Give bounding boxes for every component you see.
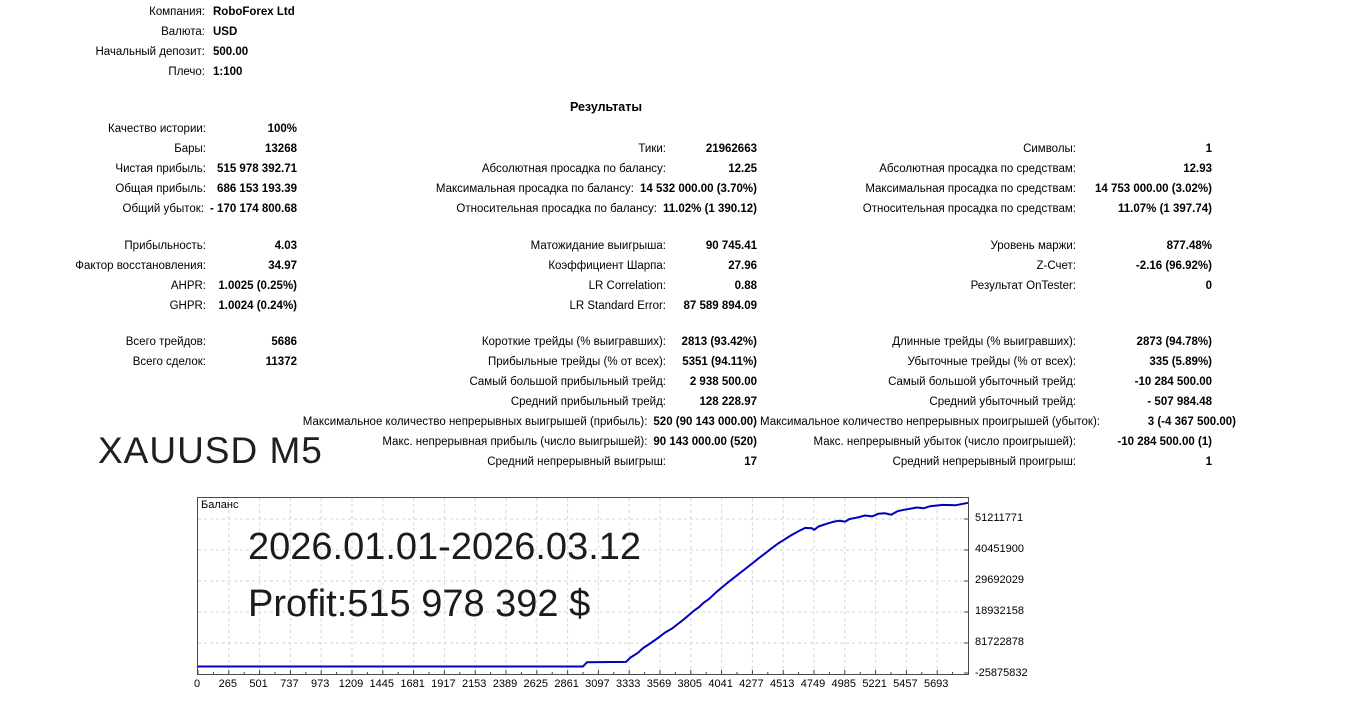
x-axis-label: 5221 — [862, 678, 887, 690]
stat-value: 17 — [744, 456, 757, 468]
stat-group — [300, 452, 757, 472]
stat-group — [300, 296, 757, 316]
stat-group — [0, 139, 297, 159]
x-axis-label: 2153 — [461, 678, 487, 690]
stat-label: AHPR: — [170, 280, 206, 292]
stat-value: 34.97 — [268, 260, 297, 272]
x-axis-label: 3569 — [646, 678, 672, 690]
stat-label: Средний прибыльный трейд: — [510, 396, 666, 408]
x-axis-label: 3097 — [585, 678, 610, 690]
stat-group — [300, 139, 757, 159]
stat-value: 1.0024 (0.24%) — [218, 300, 297, 312]
stat-label: Качество истории: — [108, 123, 206, 135]
stat-group — [760, 236, 1212, 256]
stat-group — [0, 199, 297, 219]
stat-value: 0.88 — [734, 280, 757, 292]
stat-value: 90 143 000.00 (520) — [653, 436, 757, 448]
stat-group — [760, 199, 1212, 219]
stat-group — [760, 256, 1212, 276]
stat-label: Средний непрерывный проигрыш: — [892, 456, 1076, 468]
stat-group — [760, 139, 1212, 159]
stat-value: 128 228.97 — [699, 396, 757, 408]
stat-group — [0, 276, 297, 296]
x-axis-label: 5693 — [923, 678, 949, 690]
x-axis-label: 1681 — [400, 678, 425, 690]
account-label: Компания: — [149, 6, 205, 18]
stat-group — [760, 159, 1212, 179]
stat-value: 520 (90 143 000.00) — [653, 416, 757, 428]
results-block-ratios — [0, 236, 1212, 316]
stat-label: Макс. непрерывная прибыль (число выигрышей): — [382, 436, 648, 448]
stat-value: 686 153 193.39 — [217, 183, 297, 195]
balance-chart-plot — [197, 497, 969, 675]
stat-group — [760, 332, 1212, 352]
stat-label: Абсолютная просадка по средствам: — [879, 163, 1076, 175]
stat-label: Максимальное количество непрерывных проигрышей (убыток): — [760, 416, 1100, 428]
account-value: 500.00 — [213, 46, 249, 58]
stat-value: 515 978 392.71 — [217, 163, 297, 175]
chart-legend-balance: Баланс — [201, 499, 239, 511]
stat-row — [0, 159, 1212, 179]
stat-label: Всего трейдов: — [125, 336, 206, 348]
stat-label: Максимальное количество непрерывных выигрышей (прибыль): — [302, 416, 648, 428]
stat-value: 4.03 — [274, 240, 297, 252]
stat-label: Z-Счет: — [1036, 260, 1076, 272]
stat-value: 877.48% — [1166, 240, 1212, 252]
x-axis-label: 3805 — [677, 678, 703, 690]
stat-value: 5686 — [271, 336, 297, 348]
x-axis-label: 1445 — [369, 678, 395, 690]
stat-value: -10 284 500.00 — [1134, 376, 1212, 388]
x-axis-label: 2389 — [492, 678, 518, 690]
stat-row — [0, 332, 1212, 352]
x-axis-label: 1917 — [431, 678, 456, 690]
stat-group — [760, 392, 1212, 412]
stat-group — [300, 372, 757, 392]
stat-label: Уровень маржи: — [990, 240, 1076, 252]
stat-value: 13268 — [265, 143, 297, 155]
y-axis-label: 40451900 — [975, 543, 1024, 555]
stat-label: Матожидание выигрыша: — [530, 240, 666, 252]
stat-label: Короткие трейды (% выигравших): — [481, 336, 666, 348]
stat-value: 1 — [1205, 143, 1212, 155]
account-value: RoboForex Ltd — [213, 6, 295, 18]
stat-value: 12.25 — [728, 163, 757, 175]
stat-label: Всего сделок: — [132, 356, 206, 368]
stat-group — [300, 256, 757, 276]
y-axis-label: -25875832 — [975, 667, 1028, 679]
account-info — [0, 2, 420, 82]
account-label: Валюта: — [161, 26, 205, 38]
stat-value: 100% — [267, 123, 297, 135]
stat-row — [0, 352, 1212, 372]
stat-label: Самый большой прибыльный трейд: — [469, 376, 666, 388]
stat-group — [300, 412, 757, 432]
stat-group — [760, 179, 1212, 199]
stat-group — [300, 236, 757, 256]
account-value: USD — [213, 26, 238, 38]
stat-label: LR Standard Error: — [569, 300, 666, 312]
stat-group — [0, 179, 297, 199]
stat-group — [760, 412, 1236, 432]
stat-group — [300, 199, 757, 219]
stat-value: -10 284 500.00 (1) — [1117, 436, 1212, 448]
stat-group — [300, 332, 757, 352]
stat-value: 14 753 000.00 (3.02%) — [1094, 183, 1212, 195]
stat-group — [300, 432, 757, 452]
x-axis-label: 265 — [218, 678, 237, 690]
stat-group — [760, 432, 1212, 452]
stat-row — [0, 236, 1212, 256]
y-axis-label: 18932158 — [975, 605, 1024, 617]
stat-value: - 507 984.48 — [1147, 396, 1212, 408]
stat-value: 14 532 000.00 (3.70%) — [639, 183, 757, 195]
account-row — [0, 22, 420, 42]
stat-label: Общий убыток: — [122, 203, 205, 215]
stat-label: Чистая прибыль: — [115, 163, 206, 175]
stat-value: 1.0025 (0.25%) — [218, 280, 297, 292]
stat-label: Самый большой убыточный трейд: — [888, 376, 1076, 388]
stat-group — [0, 332, 297, 352]
y-axis-label: 51211771 — [975, 512, 1024, 524]
x-axis-label: 2861 — [554, 678, 579, 690]
y-axis-label: 29692029 — [975, 574, 1024, 586]
stat-label: Макс. непрерывный убыток (число проигрышей): — [813, 436, 1076, 448]
stat-label: Максимальная просадка по средствам: — [865, 183, 1076, 195]
stat-label: Тики: — [638, 143, 666, 155]
stat-row — [0, 372, 1212, 392]
chart-x-axis-labels — [193, 678, 977, 692]
stat-group — [760, 276, 1212, 296]
stat-row — [0, 179, 1212, 199]
stat-value: 3 (-4 367 500.00) — [1147, 416, 1236, 428]
stat-group — [300, 179, 757, 199]
stat-value: 2813 (93.42%) — [681, 336, 757, 348]
stat-label: Результат OnTester: — [970, 280, 1076, 292]
stat-value: 11.02% (1 390.12) — [663, 203, 757, 215]
stat-label: LR Correlation: — [588, 280, 666, 292]
stat-row — [0, 119, 1212, 139]
stat-value: 5351 (94.11%) — [682, 356, 757, 368]
account-row — [0, 62, 420, 82]
stat-value: 0 — [1205, 280, 1212, 292]
stat-label: Фактор восстановления: — [75, 260, 206, 272]
account-label: Плечо: — [168, 66, 205, 78]
y-axis-label: 81722878 — [975, 636, 1024, 648]
stat-value: -2.16 (96.92%) — [1135, 260, 1212, 272]
stat-group — [760, 352, 1212, 372]
balance-chart — [193, 497, 1197, 697]
stat-label: Относительная просадка по балансу: — [456, 203, 657, 215]
stat-value: 1 — [1205, 456, 1212, 468]
stat-row — [0, 199, 1212, 219]
x-axis-label: 4041 — [708, 678, 733, 690]
stat-value: 2 938 500.00 — [689, 376, 757, 388]
stat-label: Коэффициент Шарпа: — [548, 260, 666, 272]
stat-row — [0, 256, 1212, 276]
x-axis-label: 1209 — [338, 678, 364, 690]
x-axis-label: 4277 — [739, 678, 764, 690]
stat-group — [0, 236, 297, 256]
stat-group — [760, 372, 1212, 392]
x-axis-label: 3333 — [615, 678, 641, 690]
stat-label: Средний непрерывный выигрыш: — [487, 456, 666, 468]
stat-group — [300, 352, 757, 372]
stat-label: Общая прибыль: — [115, 183, 206, 195]
stat-row — [0, 412, 1236, 432]
account-value: 1:100 — [213, 66, 243, 78]
stat-group — [0, 256, 297, 276]
stat-row — [0, 139, 1212, 159]
results-title: Результаты — [569, 100, 643, 114]
stat-group — [0, 119, 297, 139]
x-axis-label: 4985 — [831, 678, 857, 690]
stat-value: 27.96 — [728, 260, 757, 272]
stat-label: Прибыльные трейды (% от всех): — [487, 356, 666, 368]
x-axis-label: 4749 — [800, 678, 826, 690]
stat-label: Относительная просадка по средствам: — [862, 203, 1076, 215]
stat-value: 12.93 — [1183, 163, 1212, 175]
x-axis-label: 501 — [249, 678, 268, 690]
stat-label: Убыточные трейды (% от всех): — [907, 356, 1076, 368]
x-axis-label: 5457 — [893, 678, 918, 690]
x-axis-label: 0 — [193, 678, 201, 690]
stat-label: Абсолютная просадка по балансу: — [481, 163, 666, 175]
x-axis-label: 2625 — [523, 678, 549, 690]
stat-label: Бары: — [174, 143, 206, 155]
stat-label: Прибыльность: — [124, 240, 206, 252]
stat-label: Длинные трейды (% выигравших): — [892, 336, 1076, 348]
stat-group — [0, 159, 297, 179]
stat-value: 2873 (94.78%) — [1136, 336, 1212, 348]
stat-row — [0, 276, 1212, 296]
stat-group — [0, 296, 297, 316]
x-axis-label: 973 — [311, 678, 330, 690]
stat-value: 87 589 894.09 — [683, 300, 757, 312]
x-axis-label: 4513 — [769, 678, 795, 690]
stat-group — [0, 352, 297, 372]
account-row — [0, 42, 420, 62]
stat-value: 90 745.41 — [705, 240, 757, 252]
chart-annotation-profit: Profit:515 978 392 $ — [248, 583, 591, 625]
stat-group — [300, 276, 757, 296]
symbol-timeframe-label: XAUUSD M5 — [98, 430, 323, 471]
stat-label: Символы: — [1023, 143, 1076, 155]
stat-value: - 170 174 800.68 — [210, 203, 297, 215]
stat-value: 11372 — [265, 356, 297, 368]
stat-group — [300, 392, 757, 412]
stat-value: 21962663 — [705, 143, 757, 155]
results-block-overview — [0, 119, 1212, 219]
stat-value: 11.07% (1 397.74) — [1118, 203, 1212, 215]
stat-row — [0, 392, 1212, 412]
stat-value: 335 (5.89%) — [1149, 356, 1212, 368]
chart-y-axis-labels — [975, 497, 1035, 677]
stat-group — [300, 159, 757, 179]
stat-label: Средний убыточный трейд: — [929, 396, 1076, 408]
stat-label: Максимальная просадка по балансу: — [435, 183, 634, 195]
chart-annotation-dates: 2026.01.01-2026.03.12 — [248, 526, 642, 568]
stat-label: GHPR: — [169, 300, 206, 312]
account-row — [0, 2, 420, 22]
stat-row — [0, 296, 1212, 316]
x-axis-label: 737 — [280, 678, 299, 690]
account-label: Начальный депозит: — [95, 46, 205, 58]
stat-group — [760, 452, 1212, 472]
